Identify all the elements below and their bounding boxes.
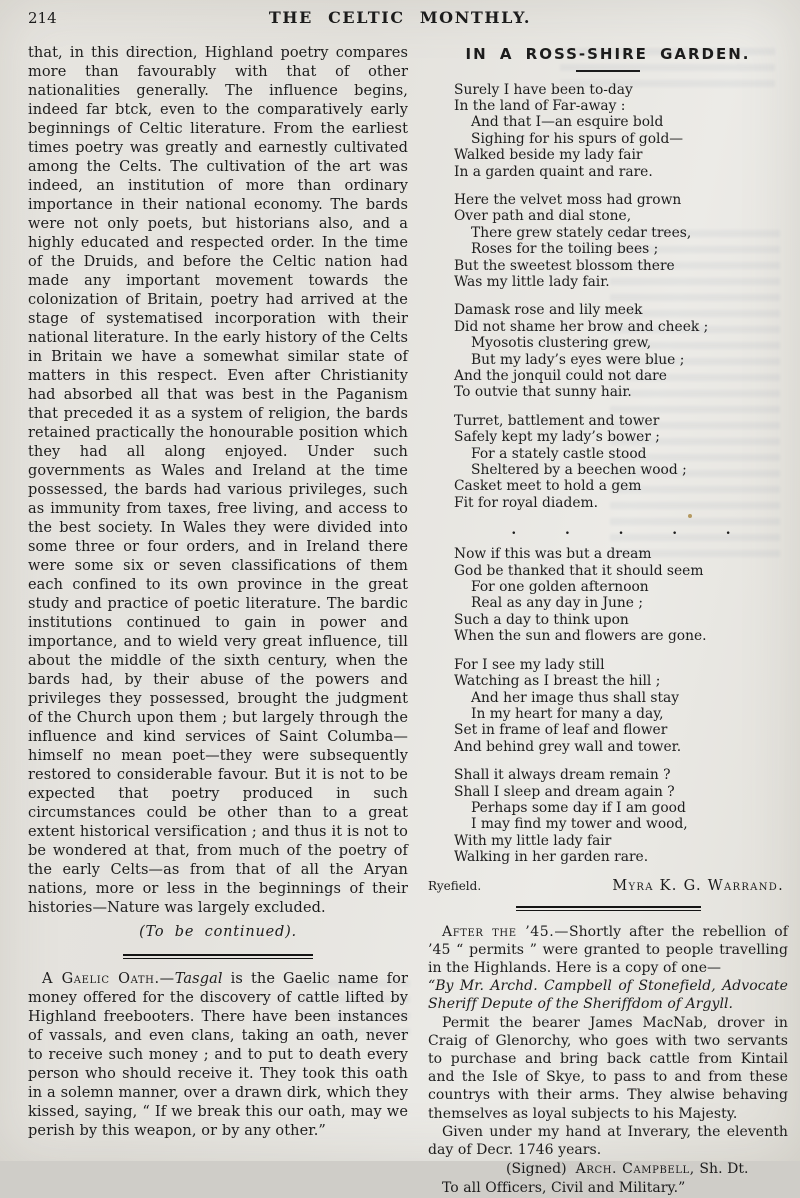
permit-given-line: Given under my hand at Inverary, the eleventh day of Decr. 1746 years. [428,1123,788,1158]
gaelic-oath-lead: A Gaelic Oath.— [42,971,175,987]
poem-stanza [454,657,788,755]
poem-line: Damask rose and lily meek [454,302,643,319]
after-45-intro [428,923,788,978]
gaelic-oath-paragraph [28,970,408,1141]
permit-closing-line: To all Officers, Civil and Military.” [442,1180,686,1197]
poem-line: In my heart for many a day, [471,705,664,722]
left-column [28,44,408,1198]
poem-body [428,82,788,866]
poem-line: Now if this was but a dream [454,546,652,563]
poem-line: Over path and dial stone, [454,208,632,225]
poem-line: Watching as I breast the hill ; [454,673,661,690]
two-column-body [28,44,788,1198]
poem-place: Ryefield. [428,878,482,893]
poem-line: For one golden afternoon [471,579,649,596]
poem-line: Shall I sleep and dream again ? [454,783,675,800]
poem-line: Here the velvet moss had grown [454,191,682,208]
poem-line: With my little lady fair [454,832,612,849]
poem-line: Did not shame her brow and cheek ; [454,318,709,335]
poem-stanza [454,82,788,180]
poem-line: I may find my tower and wood, [471,816,688,833]
poem-line: There grew stately cedar trees, [471,224,692,241]
poem-signature-row [428,878,788,894]
poem-line: And the jonquil could not dare [454,368,667,384]
signed-line [428,1160,788,1178]
poem-stanza [454,546,788,644]
poem-line: But my lady’s eyes were blue ; [471,351,685,368]
poem-line: Sighing for his spurs of gold— [471,130,684,147]
poem-line: Fit for royal diadem. [454,494,598,511]
poem-line: Walked beside my lady fair [454,147,643,164]
poem-line: And her image thus shall stay [471,689,680,706]
poem-line: Set in frame of leaf and flower [454,722,668,739]
poem-line: Real as any day in June ; [471,595,643,612]
poem-stanza [454,192,788,290]
signed-suffix: Sh. Dt. [699,1161,749,1178]
poem-line: Turret, battlement and tower [454,412,660,429]
signed-name: Arch. Campbell, [575,1161,695,1178]
poem-line: In the land of Far-away : [454,97,626,114]
poem-line: Walking in her garden rare. [454,849,649,866]
poem-stanza [454,413,788,511]
section-divider-rule [516,906,701,911]
poem-author: Myra K. G. Warrand. [612,877,784,894]
poem-line: Surely I have been to-day [454,81,633,98]
title-underline-rule [576,70,640,72]
poem-stanza [454,302,788,400]
poem-line: Shall it always dream remain ? [454,767,671,784]
gaelic-oath-term: Tasgal [174,971,223,987]
poem-line: Safely kept my lady’s bower ; [454,429,660,446]
after-45-section [428,923,788,1198]
poem-line: For I see my lady still [454,656,605,673]
poem-line: But the sweetest blossom there [454,257,675,274]
poem-line: Was my little lady fair. [454,273,610,290]
after-45-intro-text: Shortly after the rebellion of ’45 “ permits ” were granted to people travelling in the Highlands. Here is a copy of one— [428,923,788,976]
article-continuation: that, in this direction, Highland poetry compares more than favourably with that of other nationalities generally. The influence begins, indeed far btck, even to the comparatively early beginnings of Celtic literature. From the earliest times poetry was greatly and earnestly cultivated among the Celts. The cultivation of the art was indeed, an institution of more than ordinary importance in their national economy. The bards were not only poets, but historians also, and a highly educated and respected order. In the time of the Druids, and before the Celtic nation had made any important movement towards the colonization of Britain, poetry had arrived at the stage of systematised incorporation with their national literature. In the early history of the Celts in Britain we have a somewhat similar state of matters in this respect. Even after Christianity had absorbed all that was best in the Paganism that preceded it as a system of religion, the bards retained practically the honourable position which they had all along enjoyed. Under such governments as Wales and Ireland at the time possessed, the bards had various privileges, such as immunity from taxes, free living, and access to the best society. In Wales they were divided into some three or four orders, and in Ireland there were some six or seven classifications of them each confined to its own province in the great study and practice of poetic literature. The bardic institutions continued to gain in power and importance, and to wield very great influence, till about the middle of the sixth century, when the bards had, by their abuse of the powers and privileges they possessed, brought the judgment of the Church upon them ; but largely through the influence and kind services of Saint Columba—himself no mean poet—they were subsequently restored to considerable favour. But it is not to be expected that poetry produced in such circumstances could be other than to a great extent historical versification ; and thus it is not to be wondered at that, from much of the poetry of the early Celts—as from that of all the Aryan nations, more or less in the beginnings of their histories—Nature was largely excluded. [28,45,408,916]
poem-line: And that I—an esquire bold [471,114,664,131]
poem-stanza [454,767,788,865]
poem-line: Sheltered by a beechen wood ; [471,462,687,479]
after-45-lead: After the ’45.— [442,923,569,940]
poem-line: Such a day to think upon [454,611,629,628]
poem-line: For a stately castle stood [471,445,647,462]
poem-line: Roses for the toiling bees ; [471,241,659,258]
signed-label: (Signed) [506,1161,567,1178]
poem-line: Myosotis clustering grew, [471,335,652,352]
page-header [0,8,800,38]
stanza-break-dots: . . . . . [511,522,731,539]
page-number: 214 [28,9,57,27]
poem-line: In a garden quaint and rare. [454,163,653,180]
poem-line: God be thanked that it should seem [454,562,704,579]
poem-line: And behind grey wall and tower. [454,738,682,755]
poem-line: To outvie that sunny hair. [454,384,632,401]
poem-line: Perhaps some day if I am good [471,799,686,816]
permit-body: Permit the bearer James MacNab, drover in Craig of Glenorchy, who goes with two servants to purchase and bring back cattle from Kintail and the Isle of Skye, to pass to and from these countrys with their arms. They alwise behaving themselves as loyal subjects to his Majesty. [428,1014,788,1122]
to-be-continued-note: (To be continued). [139,924,297,940]
poem-line: When the sun and flowers are gone. [454,628,707,645]
poem-line: Casket meet to hold a gem [454,478,642,495]
right-column [428,44,788,1198]
gaelic-oath-body: is the Gaelic name for money offered for the discovery of cattle lifted by Highland freebooters. There have been instances of vassals, and even clans, taking an oath, never to receive such money ; and to put to death every person who should receive it. They took this oath in a solemn manner, over a drawn dirk, which they kissed, saying, “ If we break this our oath, may we perish by this weapon, or by any other.” [28,971,408,1139]
permit-heading: “By Mr. Archd. Campbell of Stonefield, Advocate Sheriff Depute of the Sheriffdom of Argyll. [428,978,788,1013]
journal-masthead: THE CELTIC MONTHLY. [268,8,532,27]
section-divider-rule [123,954,313,959]
poem-title: IN A ROSS-SHIRE GARDEN. [465,45,751,63]
